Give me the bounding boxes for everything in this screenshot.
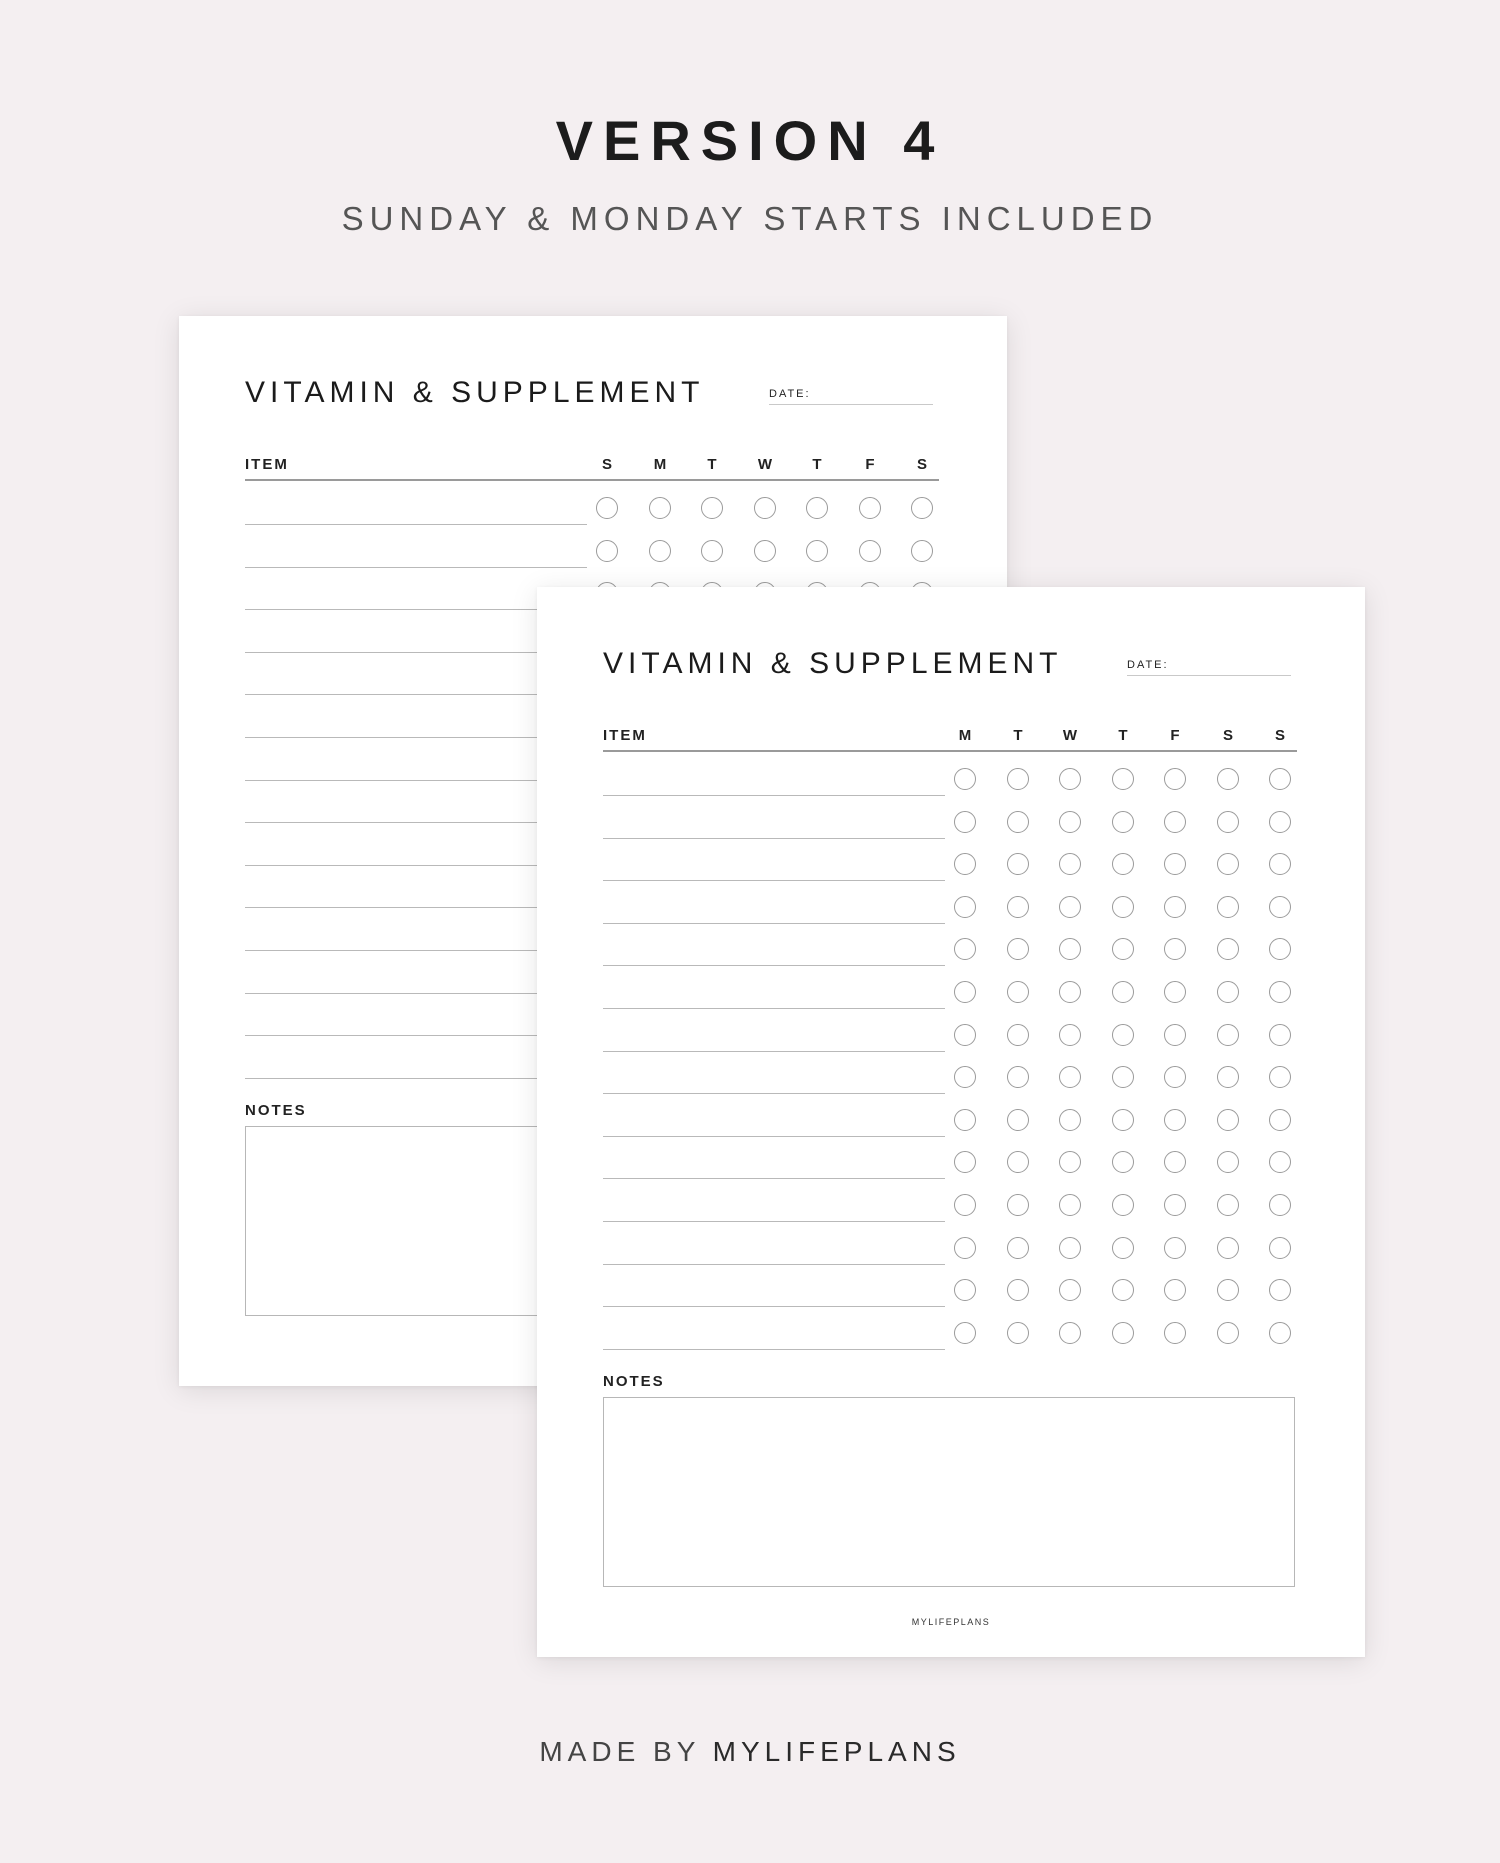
day-check-circle bbox=[1217, 811, 1239, 833]
day-check-circle bbox=[1007, 1024, 1029, 1046]
day-check-circle bbox=[954, 811, 976, 833]
day-check-circle bbox=[954, 938, 976, 960]
day-check-circle bbox=[1112, 768, 1134, 790]
item-write-line bbox=[245, 950, 587, 951]
day-check-circle bbox=[1217, 768, 1239, 790]
day-check-circle bbox=[1059, 1066, 1081, 1088]
footer-brand: MYLIFEPLANS bbox=[712, 1736, 961, 1767]
item-write-line bbox=[603, 923, 945, 924]
item-write-line bbox=[603, 1221, 945, 1222]
day-check-circle bbox=[954, 896, 976, 918]
day-check-circle bbox=[1164, 811, 1186, 833]
day-check-circle bbox=[859, 497, 881, 519]
item-write-line bbox=[245, 865, 587, 866]
day-check-circle bbox=[1164, 1237, 1186, 1259]
day-check-circle bbox=[911, 540, 933, 562]
day-check-circle bbox=[1269, 896, 1291, 918]
day-check-circle bbox=[1112, 1066, 1134, 1088]
day-check-circle bbox=[1164, 1024, 1186, 1046]
day-check-circle bbox=[1059, 1151, 1081, 1173]
day-check-circle bbox=[1269, 811, 1291, 833]
day-check-circle bbox=[1269, 853, 1291, 875]
day-label: T bbox=[1118, 727, 1128, 744]
day-check-circle bbox=[1112, 1194, 1134, 1216]
day-check-circle bbox=[1059, 1109, 1081, 1131]
day-check-circle bbox=[806, 497, 828, 519]
day-check-circle bbox=[1007, 1194, 1029, 1216]
day-check-circle bbox=[701, 540, 723, 562]
date-label: DATE: bbox=[1127, 659, 1169, 671]
item-column-label: ITEM bbox=[245, 456, 289, 473]
day-check-circle bbox=[1007, 1237, 1029, 1259]
day-check-circle bbox=[1007, 1066, 1029, 1088]
day-check-circle bbox=[1059, 981, 1081, 1003]
day-check-circle bbox=[954, 1024, 976, 1046]
item-write-line bbox=[603, 1264, 945, 1265]
day-check-circle bbox=[1112, 853, 1134, 875]
day-check-circle bbox=[1164, 768, 1186, 790]
item-write-line bbox=[245, 652, 587, 653]
day-label: F bbox=[1170, 727, 1180, 744]
day-check-circle bbox=[1269, 1194, 1291, 1216]
item-write-line bbox=[603, 1051, 945, 1052]
day-check-circle bbox=[1007, 1279, 1029, 1301]
day-label: M bbox=[653, 456, 667, 473]
day-check-circle bbox=[1007, 896, 1029, 918]
day-label: T bbox=[812, 456, 822, 473]
day-check-circle bbox=[1164, 938, 1186, 960]
day-check-circle bbox=[1059, 1279, 1081, 1301]
item-write-line bbox=[603, 795, 945, 796]
day-check-circle bbox=[1112, 1322, 1134, 1344]
day-check-circle bbox=[1217, 1237, 1239, 1259]
day-check-circle bbox=[1217, 1279, 1239, 1301]
day-check-circle bbox=[1269, 1279, 1291, 1301]
day-label: T bbox=[1013, 727, 1023, 744]
day-check-circle bbox=[1217, 1194, 1239, 1216]
day-check-circle bbox=[1059, 938, 1081, 960]
day-check-circle bbox=[1059, 811, 1081, 833]
day-check-circle bbox=[1059, 853, 1081, 875]
day-check-circle bbox=[1217, 981, 1239, 1003]
day-check-circle bbox=[1164, 1151, 1186, 1173]
day-check-circle bbox=[1269, 1024, 1291, 1046]
day-check-circle bbox=[754, 540, 776, 562]
day-check-circle bbox=[1112, 811, 1134, 833]
item-write-line bbox=[603, 1306, 945, 1307]
notes-label: NOTES bbox=[245, 1102, 307, 1119]
day-label: W bbox=[757, 456, 773, 473]
day-check-circle bbox=[1217, 938, 1239, 960]
day-check-circle bbox=[954, 1237, 976, 1259]
day-check-circle bbox=[1007, 938, 1029, 960]
day-check-circle bbox=[954, 1194, 976, 1216]
day-check-circle bbox=[859, 540, 881, 562]
day-check-circle bbox=[1217, 1066, 1239, 1088]
day-check-circle bbox=[1112, 1151, 1134, 1173]
item-write-line bbox=[245, 567, 587, 568]
item-write-line bbox=[245, 524, 587, 525]
header-rule bbox=[245, 479, 939, 481]
day-label: W bbox=[1062, 727, 1078, 744]
day-check-circle bbox=[1164, 981, 1186, 1003]
footer-prefix: MADE BY bbox=[539, 1736, 713, 1767]
item-write-line bbox=[245, 694, 587, 695]
day-check-circle bbox=[1059, 768, 1081, 790]
day-check-circle bbox=[954, 853, 976, 875]
day-check-circle bbox=[1269, 981, 1291, 1003]
sheet-title: VITAMIN & SUPPLEMENT bbox=[245, 376, 705, 409]
day-label: M bbox=[958, 727, 972, 744]
day-check-circle bbox=[1269, 938, 1291, 960]
item-write-line bbox=[245, 1035, 587, 1036]
header-rule bbox=[603, 750, 1297, 752]
day-label: T bbox=[707, 456, 717, 473]
item-column-label: ITEM bbox=[603, 727, 647, 744]
day-check-circle bbox=[806, 540, 828, 562]
day-check-circle bbox=[1112, 981, 1134, 1003]
day-check-circle bbox=[1007, 768, 1029, 790]
day-check-circle bbox=[649, 497, 671, 519]
day-label: S bbox=[601, 456, 612, 473]
day-check-circle bbox=[1059, 1194, 1081, 1216]
day-check-circle bbox=[701, 497, 723, 519]
day-check-circle bbox=[954, 1279, 976, 1301]
headline: VERSION 4 bbox=[555, 109, 945, 172]
sheet-brand: MYLIFEPLANS bbox=[911, 1617, 991, 1627]
notes-box bbox=[603, 1397, 1295, 1587]
item-write-line bbox=[603, 1093, 945, 1094]
day-check-circle bbox=[1112, 938, 1134, 960]
day-check-circle bbox=[1217, 853, 1239, 875]
planner-sheet-monday-start bbox=[537, 587, 1365, 1657]
item-write-line bbox=[245, 993, 587, 994]
day-check-circle bbox=[1007, 1109, 1029, 1131]
day-label: S bbox=[1222, 727, 1233, 744]
day-check-circle bbox=[1059, 1024, 1081, 1046]
day-check-circle bbox=[954, 1066, 976, 1088]
item-write-line bbox=[603, 1136, 945, 1137]
day-check-circle bbox=[1112, 1279, 1134, 1301]
item-write-line bbox=[245, 780, 587, 781]
day-label: S bbox=[916, 456, 927, 473]
item-write-line bbox=[245, 907, 587, 908]
date-line bbox=[769, 404, 933, 405]
item-write-line bbox=[603, 1008, 945, 1009]
day-check-circle bbox=[1164, 896, 1186, 918]
day-check-circle bbox=[1112, 1109, 1134, 1131]
day-check-circle bbox=[954, 1151, 976, 1173]
day-check-circle bbox=[596, 540, 618, 562]
day-check-circle bbox=[1007, 811, 1029, 833]
day-check-circle bbox=[1164, 1279, 1186, 1301]
day-check-circle bbox=[1164, 1066, 1186, 1088]
item-write-line bbox=[603, 838, 945, 839]
day-check-circle bbox=[1217, 1109, 1239, 1131]
footer-credit bbox=[0, 1736, 1500, 1768]
date-line bbox=[1127, 675, 1291, 676]
day-check-circle bbox=[1217, 896, 1239, 918]
day-label: F bbox=[865, 456, 875, 473]
day-check-circle bbox=[1164, 1194, 1186, 1216]
item-write-line bbox=[603, 1178, 945, 1179]
day-check-circle bbox=[1269, 1322, 1291, 1344]
day-check-circle bbox=[1269, 1151, 1291, 1173]
day-check-circle bbox=[954, 1322, 976, 1344]
day-check-circle bbox=[1164, 1322, 1186, 1344]
day-check-circle bbox=[596, 497, 618, 519]
subheadline: SUNDAY & MONDAY STARTS INCLUDED bbox=[341, 200, 1159, 237]
day-check-circle bbox=[1269, 1066, 1291, 1088]
day-check-circle bbox=[1217, 1151, 1239, 1173]
day-check-circle bbox=[1059, 1237, 1081, 1259]
item-write-line bbox=[245, 737, 587, 738]
day-check-circle bbox=[1007, 853, 1029, 875]
day-check-circle bbox=[954, 1109, 976, 1131]
item-write-line bbox=[603, 1349, 945, 1350]
day-check-circle bbox=[1059, 896, 1081, 918]
day-check-circle bbox=[1112, 1237, 1134, 1259]
day-check-circle bbox=[649, 540, 671, 562]
date-label: DATE: bbox=[769, 388, 811, 400]
item-write-line bbox=[245, 609, 587, 610]
day-check-circle bbox=[911, 497, 933, 519]
day-check-circle bbox=[754, 497, 776, 519]
day-check-circle bbox=[1269, 1237, 1291, 1259]
item-write-line bbox=[603, 965, 945, 966]
day-check-circle bbox=[1007, 1151, 1029, 1173]
day-check-circle bbox=[1112, 1024, 1134, 1046]
day-check-circle bbox=[1059, 1322, 1081, 1344]
day-check-circle bbox=[1217, 1024, 1239, 1046]
day-check-circle bbox=[1217, 1322, 1239, 1344]
item-write-line bbox=[245, 822, 587, 823]
day-check-circle bbox=[1007, 1322, 1029, 1344]
sheet-title: VITAMIN & SUPPLEMENT bbox=[603, 647, 1063, 680]
day-check-circle bbox=[1269, 768, 1291, 790]
notes-label: NOTES bbox=[603, 1373, 665, 1390]
day-label: S bbox=[1274, 727, 1285, 744]
day-check-circle bbox=[1007, 981, 1029, 1003]
item-write-line bbox=[245, 1078, 587, 1079]
item-write-line bbox=[603, 880, 945, 881]
day-check-circle bbox=[1112, 896, 1134, 918]
day-check-circle bbox=[1164, 1109, 1186, 1131]
day-check-circle bbox=[954, 768, 976, 790]
day-check-circle bbox=[954, 981, 976, 1003]
day-check-circle bbox=[1164, 853, 1186, 875]
day-check-circle bbox=[1269, 1109, 1291, 1131]
